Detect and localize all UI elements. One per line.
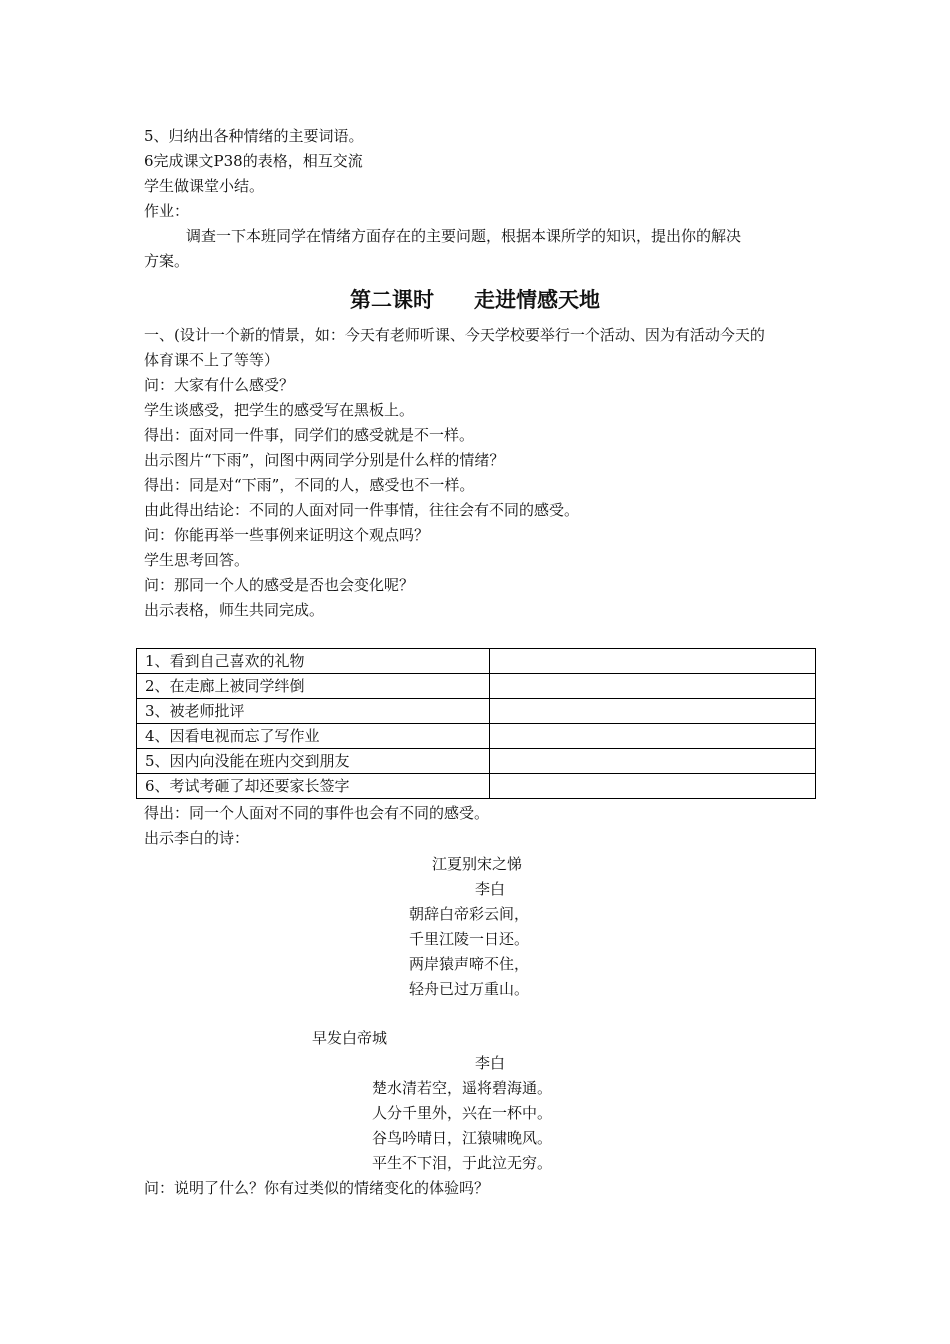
poem-line: 楚水清若空，遥将碧海通。 [372, 1079, 553, 1097]
poem-title: 江夏别宋之悌 [432, 855, 523, 873]
title-topic: 走进情感天地 [474, 288, 600, 312]
text-line: 一、(设计一个新的情景，如：今天有老师听课、今天学校要举行一个活动、因为有活动今天的 [144, 326, 765, 344]
poem-line: 谷鸟吟晴日，江猿啸晚风。 [372, 1129, 553, 1147]
table-cell-empty [490, 724, 816, 749]
table-cell: 5、因内向没能在班内交到朋友 [137, 749, 490, 774]
text-line: 学生谈感受，把学生的感受写在黑板上。 [144, 401, 415, 419]
text-line: 问：你能再举一些事例来证明这个观点吗？ [144, 526, 430, 544]
table-cell-empty [490, 749, 816, 774]
poem-line: 朝辞白帝彩云间， [409, 905, 530, 923]
poem-line: 人分千里外，兴在一杯中。 [372, 1104, 553, 1122]
poem-line: 轻舟已过万重山。 [409, 980, 530, 998]
text-line: 6完成课文P38的表格，相互交流 [144, 152, 363, 170]
table-row [137, 649, 816, 674]
poem-line: 两岸猿声啼不住， [409, 955, 530, 973]
homework-text: 方案。 [144, 252, 190, 270]
poem-author: 李白 [475, 1054, 506, 1072]
homework-text: 调查一下本班同学在情绪方面存在的主要问题，根据本课所学的知识，提出你的解决 [186, 227, 742, 245]
text-line: 得出：同是对“下雨”，不同的人，感受也不一样。 [144, 476, 475, 494]
table-cell: 4、因看电视而忘了写作业 [137, 724, 490, 749]
text-line: 出示李白的诗： [144, 829, 250, 847]
table-cell-empty [490, 774, 816, 799]
section-title [0, 284, 950, 314]
table-row [137, 724, 816, 749]
text-line: 得出：同一个人面对不同的事件也会有不同的感受。 [144, 804, 490, 822]
text-line: 出示表格，师生共同完成。 [144, 601, 325, 619]
table-cell-empty [490, 674, 816, 699]
text-line: 学生做课堂小结。 [144, 177, 265, 195]
table-cell-empty [490, 699, 816, 724]
table-cell: 2、在走廊上被同学绊倒 [137, 674, 490, 699]
table-cell: 6、考试考砸了却还要家长签字 [137, 774, 490, 799]
text-line: 体育课不上了等等） [144, 351, 280, 369]
poem-line: 平生不下泪，于此泣无穷。 [372, 1154, 553, 1172]
table-cell: 3、被老师批评 [137, 699, 490, 724]
table-cell-empty [490, 649, 816, 674]
text-line: 问：那同一个人的感受是否也会变化呢？ [144, 576, 415, 594]
poem-title: 早发白帝城 [312, 1029, 388, 1047]
table-row [137, 749, 816, 774]
text-line: 作业： [144, 202, 190, 220]
text-line: 得出：面对同一件事，同学们的感受就是不一样。 [144, 426, 475, 444]
title-lesson: 第二课时 [350, 288, 434, 312]
feelings-table [136, 648, 816, 799]
text-line: 问：说明了什么？你有过类似的情绪变化的体验吗？ [144, 1179, 490, 1197]
text-line: 问：大家有什么感受？ [144, 376, 295, 394]
table-row [137, 674, 816, 699]
poem-author: 李白 [475, 880, 506, 898]
table-cell: 1、看到自己喜欢的礼物 [137, 649, 490, 674]
text-line: 5、归纳出各种情绪的主要词语。 [144, 127, 364, 145]
text-line: 由此得出结论：不同的人面对同一件事情，往往会有不同的感受。 [144, 501, 580, 519]
poem-line: 千里江陵一日还。 [409, 930, 530, 948]
text-line: 出示图片“下雨”，问图中两同学分别是什么样的情绪？ [144, 451, 505, 469]
text-line: 学生思考回答。 [144, 551, 250, 569]
table-row [137, 774, 816, 799]
table-row [137, 699, 816, 724]
